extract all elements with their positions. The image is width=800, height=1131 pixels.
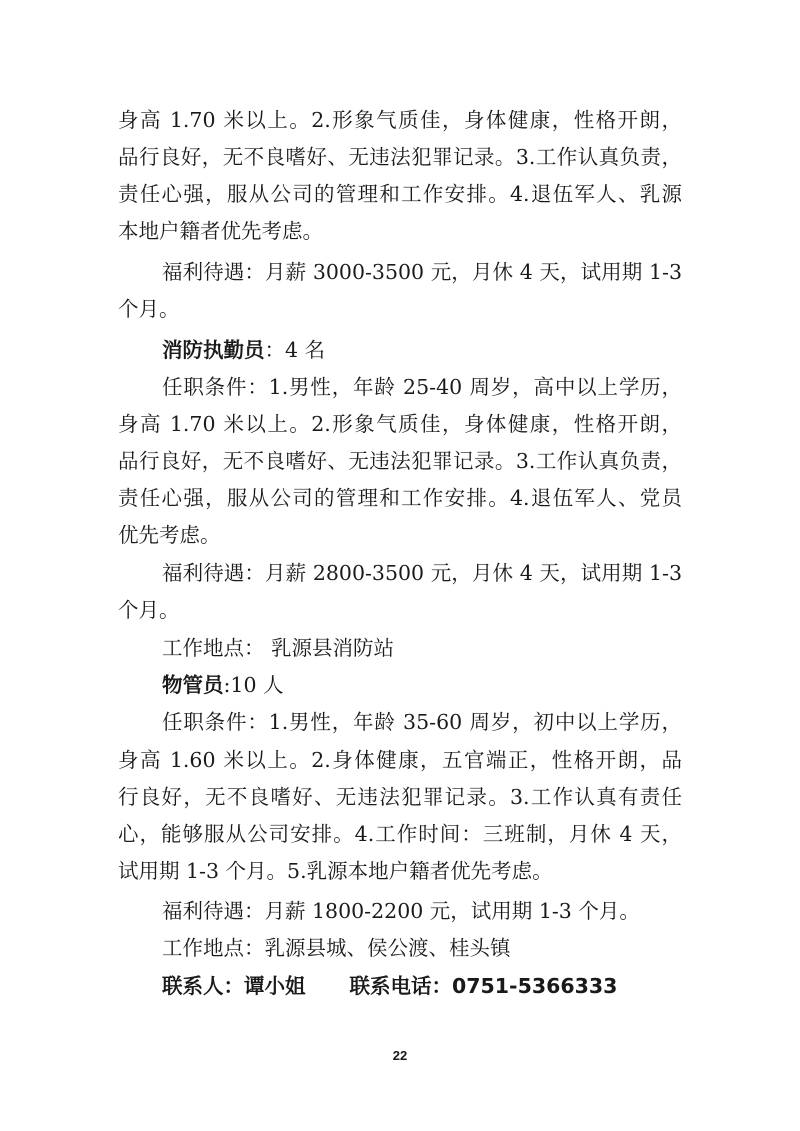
requirement-line: 本地户籍者优先考虑。 bbox=[118, 219, 323, 243]
benefit-line: 福利待遇：月薪 2800-3500 元，月休 4 天，试用期 1-3 bbox=[162, 561, 682, 585]
page-number: 22 bbox=[392, 1048, 408, 1063]
benefit-line: 个月。 bbox=[118, 598, 180, 622]
benefit-line: 福利待遇：月薪 3000-3500 元，月休 4 天，试用期 1-3 bbox=[162, 260, 682, 284]
requirement-line: 心，能够服从公司安排。4.工作时间：三班制，月休 4 天， bbox=[118, 822, 682, 846]
requirement-line: 行良好，无不良嗜好、无违法犯罪记录。3.工作认真有责任 bbox=[118, 785, 682, 809]
requirement-line: 身高 1.60 米以上。2.身体健康，五官端正，性格开朗，品 bbox=[118, 748, 682, 772]
requirement-line: 任职条件：1.男性，年龄 25-40 周岁，高中以上学历， bbox=[162, 375, 682, 399]
requirement-line: 责任心强，服从公司的管理和工作安排。4.退伍军人、乳源 bbox=[118, 182, 682, 206]
requirement-line: 试用期 1-3 个月。5.乳源本地户籍者优先考虑。 bbox=[118, 859, 553, 883]
job-count: ：4 名 bbox=[264, 338, 326, 362]
job-heading bbox=[162, 670, 682, 700]
benefit-line: 福利待遇：月薪 1800-2200 元，试用期 1-3 个月。 bbox=[162, 899, 640, 923]
requirement-line: 优先考虑。 bbox=[118, 523, 221, 547]
requirement-line: 身高 1.70 米以上。2.形象气质佳，身体健康，性格开朗， bbox=[118, 412, 682, 436]
contact-line bbox=[162, 971, 682, 1001]
requirement-line: 品行良好，无不良嗜好、无违法犯罪记录。3.工作认真负责， bbox=[118, 145, 682, 169]
benefit-line: 个月。 bbox=[118, 297, 180, 321]
requirement-line: 品行良好，无不良嗜好、无违法犯罪记录。3.工作认真负责， bbox=[118, 449, 682, 473]
job-heading bbox=[162, 335, 682, 365]
contact-person: 联系人：谭小姐 bbox=[162, 974, 306, 998]
contact-phone: 联系电话：0751-5366333 bbox=[349, 974, 618, 998]
requirement-line: 任职条件：1.男性，年龄 35-60 周岁，初中以上学历， bbox=[162, 710, 682, 734]
requirement-line: 责任心强，服从公司的管理和工作安排。4.退伍军人、党员 bbox=[118, 486, 682, 510]
work-location: 工作地点： 乳源县消防站 bbox=[162, 636, 395, 660]
job-count: :10 人 bbox=[223, 673, 284, 697]
work-location: 工作地点：乳源县城、侯公渡、桂头镇 bbox=[162, 936, 511, 960]
requirement-line: 身高 1.70 米以上。2.形象气质佳，身体健康，性格开朗， bbox=[118, 108, 682, 132]
job-title: 物管员 bbox=[162, 673, 224, 697]
job-title: 消防执勤员 bbox=[162, 338, 265, 362]
